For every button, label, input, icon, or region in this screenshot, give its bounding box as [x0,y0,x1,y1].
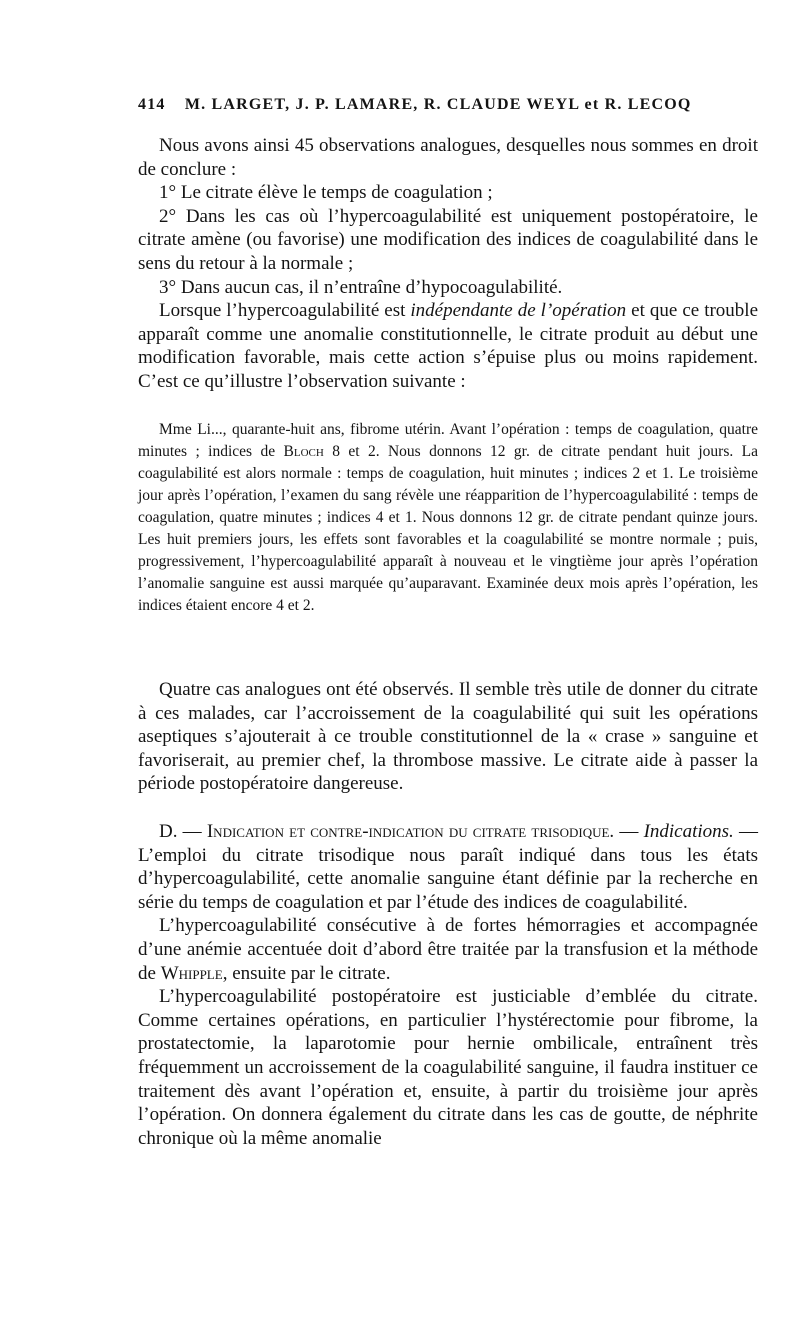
conclusion-section [138,678,758,796]
intro-paragraph: Nous avons ainsi 45 observations analogues, desquelles nous sommes en droit de conclure : [138,135,758,180]
page-number: 414 [138,96,166,113]
whipple-name: Whipple [160,962,223,984]
lorsque-paragraph [138,299,758,393]
indications-subheading: Indications. [643,821,734,842]
conclusion-item-3: 3° Dans aucun cas, il n’entraîne d’hypocoagulabilité. [159,276,563,298]
observation-text-b: 8 et 2. Nous donnons 12 gr. de citrate pendant huit jours. La coagulabilité est alors normale : temps de coagulation, huit minutes ; indices 2 et 1. Le troisième jour après l’opération, l’examen du sang révèle une réapparition de l’hypercoagulabilité : temps de coagulation, quatre minutes ; indices 4 et 1. Nous donnons 12 gr. de citrate pendant quinze jours. Les huit premiers jours, les effets sont favorables et la coagulabilité se montre normale ; puis, progressivement, l’hypercoagulabilité apparaît à nouveau et le vingtième jour après l’opération l’anomalie sanguine est aussi marquée qu’auparavant. Examinée deux mois après l’opération, les indices étaient encore 4 et 2. [138,443,758,614]
hemorragies-text-a: L’hypercoagulabilité consécutive à de fortes hémorragies et accompagnée d’une anémie accentuée doit d’abord être traitée par la transfusion et la méthode de [138,915,758,984]
hemorragies-text-b: , ensuite par le citrate. [222,962,391,984]
conclusion-item-2: 2° Dans les cas où l’hypercoagulabilité est uniquement postopératoire, le citrate amène (ou favorise) une modification des indices de coagulabilité dans le sens du retour à la normale ; [138,205,758,274]
hemorragies-paragraph [138,914,758,985]
observation-paragraph [138,419,758,617]
intro-section [138,134,758,394]
observation-text-a: Mme Li..., quarante-huit ans, fibrome utérin. Avant l’opération : temps de coagulation, quatre minutes ; indices de [138,421,758,460]
section-d [138,820,758,1150]
lorsque-text-a: Lorsque l’hypercoagulabilité est [159,300,411,322]
lorsque-text-b: et que ce trouble apparaît comme une anomalie constitutionnelle, le citrate produit au début une modification favorable, mais cette action s’épuise plus ou moins rapidement. C’est ce qu’illustre l’observation suivante : [138,300,759,392]
section-d-paragraph [138,820,758,914]
observation-bloch: Bloch [283,443,324,460]
observation-block [138,419,758,617]
conclusion-item-1: 1° Le citrate élève le temps de coagulation ; [159,182,493,204]
running-header [138,96,758,114]
header-authors: M. LARGET, J. P. LAMARE, R. CLAUDE WEYL et R. LECOQ [184,96,692,113]
section-d-label: D. — [159,821,207,842]
quatre-cas-paragraph: Quatre cas analogues ont été observés. Il semble très utile de donner du citrate à ces malades, car l’accroissement de la coagulabilité qui suit les opérations aseptiques s’ajouterait à ce trouble constitutionnel de la « crase » sanguine et favoriserait, au premier chef, la thrombose massive. Le citrate aide à passer la période postopératoire dangereuse. [138,679,758,795]
indications-text: — L’emploi du citrate trisodique nous paraît indiqué dans tous les états d’hypercoagulabilité, cette anomalie sanguine étant définie par la recherche en série du temps de coagulation et par l’étude des indices de coagulabilité. [138,821,759,913]
section-d-heading: Indication et contre-indication du citrate trisodique. [206,821,615,842]
postoperatoire-paragraph: L’hypercoagulabilité postopératoire est justiciable d’emblée du citrate. Comme certaines opérations, en particulier l’hystérectomie pour fibrome, la prostatectomie, la laparotomie pour hernie ombilicale, entraînent très fréquemment un accroissement de la coagulabilité sanguine, il faudra instituer ce traitement dès avant l’opération et, ensuite, à partir du troisième jour après l’opération. On donnera également du citrate dans les cas de goutte, de néphrite chronique où la même anomalie [138,986,758,1149]
lorsque-emphasis: indépendante de l’opération [410,300,627,322]
section-d-dash: — [614,821,644,842]
